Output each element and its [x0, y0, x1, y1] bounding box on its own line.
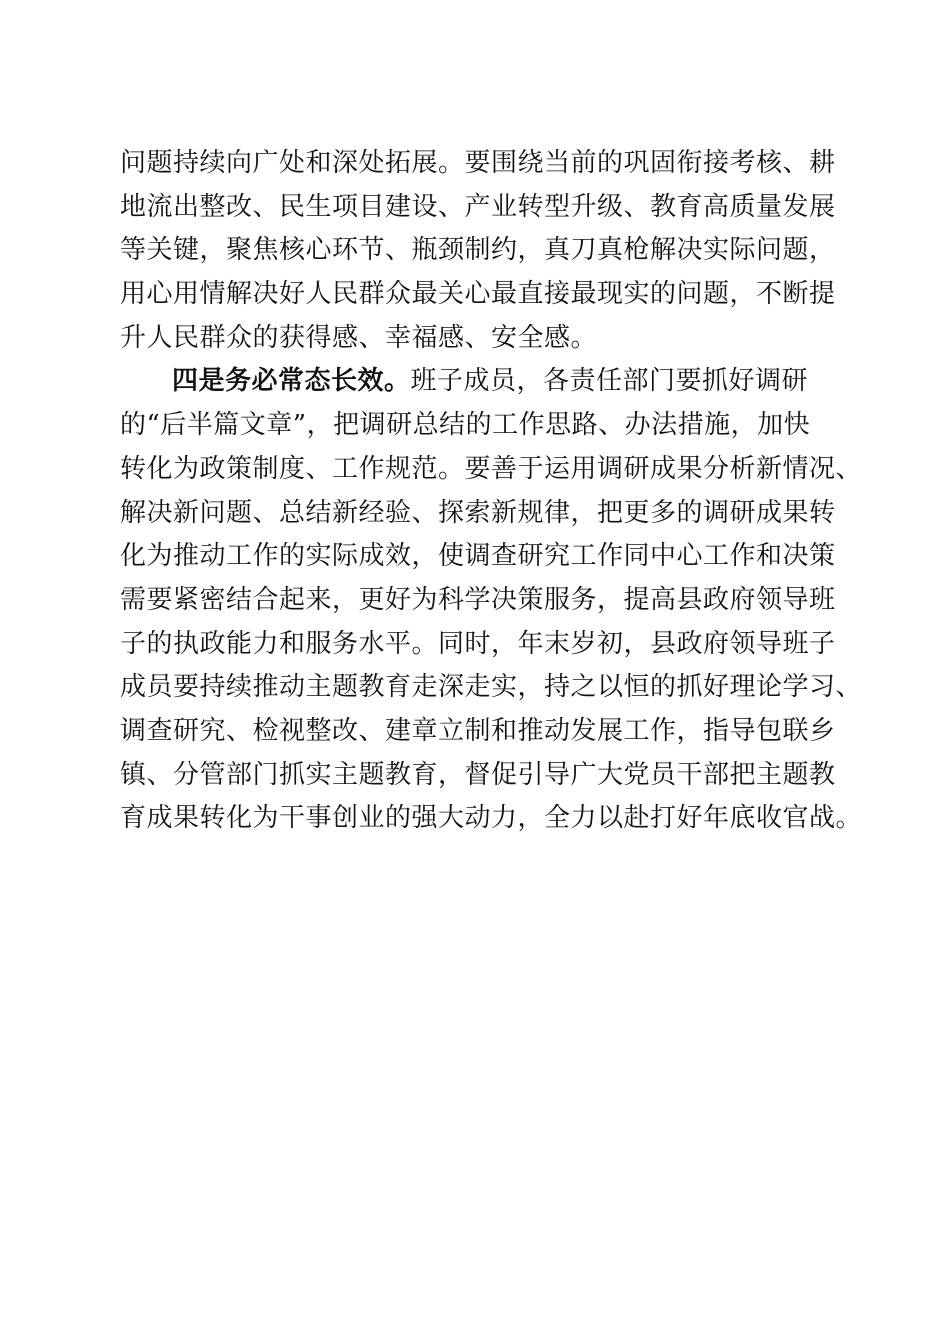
text-line: 等关键，聚焦核心环节、瓶颈制约，真刀真枪解决实际问题，	[120, 235, 836, 266]
paragraph-first-line	[120, 360, 840, 404]
paragraph-four	[120, 360, 863, 841]
text-line: 解决新问题、总结新经验、探索新规律，把更多的调研成果转	[120, 497, 836, 528]
text-line: 地流出整改、民生项目建设、产业转型升级、教育高质量发展	[120, 191, 836, 222]
paragraph-first-line-text: 班子成员，各责任部门要抓好调研	[410, 366, 809, 397]
text-line: 育成果转化为干事创业的强大动力，全力以赴打好年底收官战。	[120, 803, 863, 834]
document-body	[120, 142, 863, 841]
text-line: 调查研究、检视整改、建章立制和推动发展工作，指导包联乡	[120, 715, 836, 746]
text-line: 化为推动工作的实际成效，使调查研究工作同中心工作和决策	[120, 541, 836, 572]
text-line: 用心用情解决好人民群众最关心最直接最现实的问题，不断提	[120, 279, 836, 310]
text-line: 成员要持续推动主题教育走深走实，持之以恒的抓好理论学习、	[120, 672, 863, 703]
text-line: 升人民群众的获得感、幸福感、安全感。	[120, 322, 598, 353]
text-line: 问题持续向广处和深处拓展。要围绕当前的巩固衔接考核、耕	[120, 148, 836, 178]
text-line: 的“后半篇文章”，把调研总结的工作思路、办法措施，加快	[120, 410, 811, 441]
text-line: 镇、分管部门抓实主题教育，督促引导广大党员干部把主题教	[120, 759, 836, 790]
text-line: 子的执政能力和服务水平。同时，年末岁初，县政府领导班子	[120, 628, 836, 659]
text-line: 转化为政策制度、工作规范。要善于运用调研成果分析新情况、	[120, 453, 863, 484]
paragraph-continuation	[120, 142, 840, 360]
text-line: 需要紧密结合起来，更好为科学决策服务，提高县政府领导班	[120, 584, 836, 615]
paragraph-heading: 四是务必常态长效。	[172, 366, 411, 397]
